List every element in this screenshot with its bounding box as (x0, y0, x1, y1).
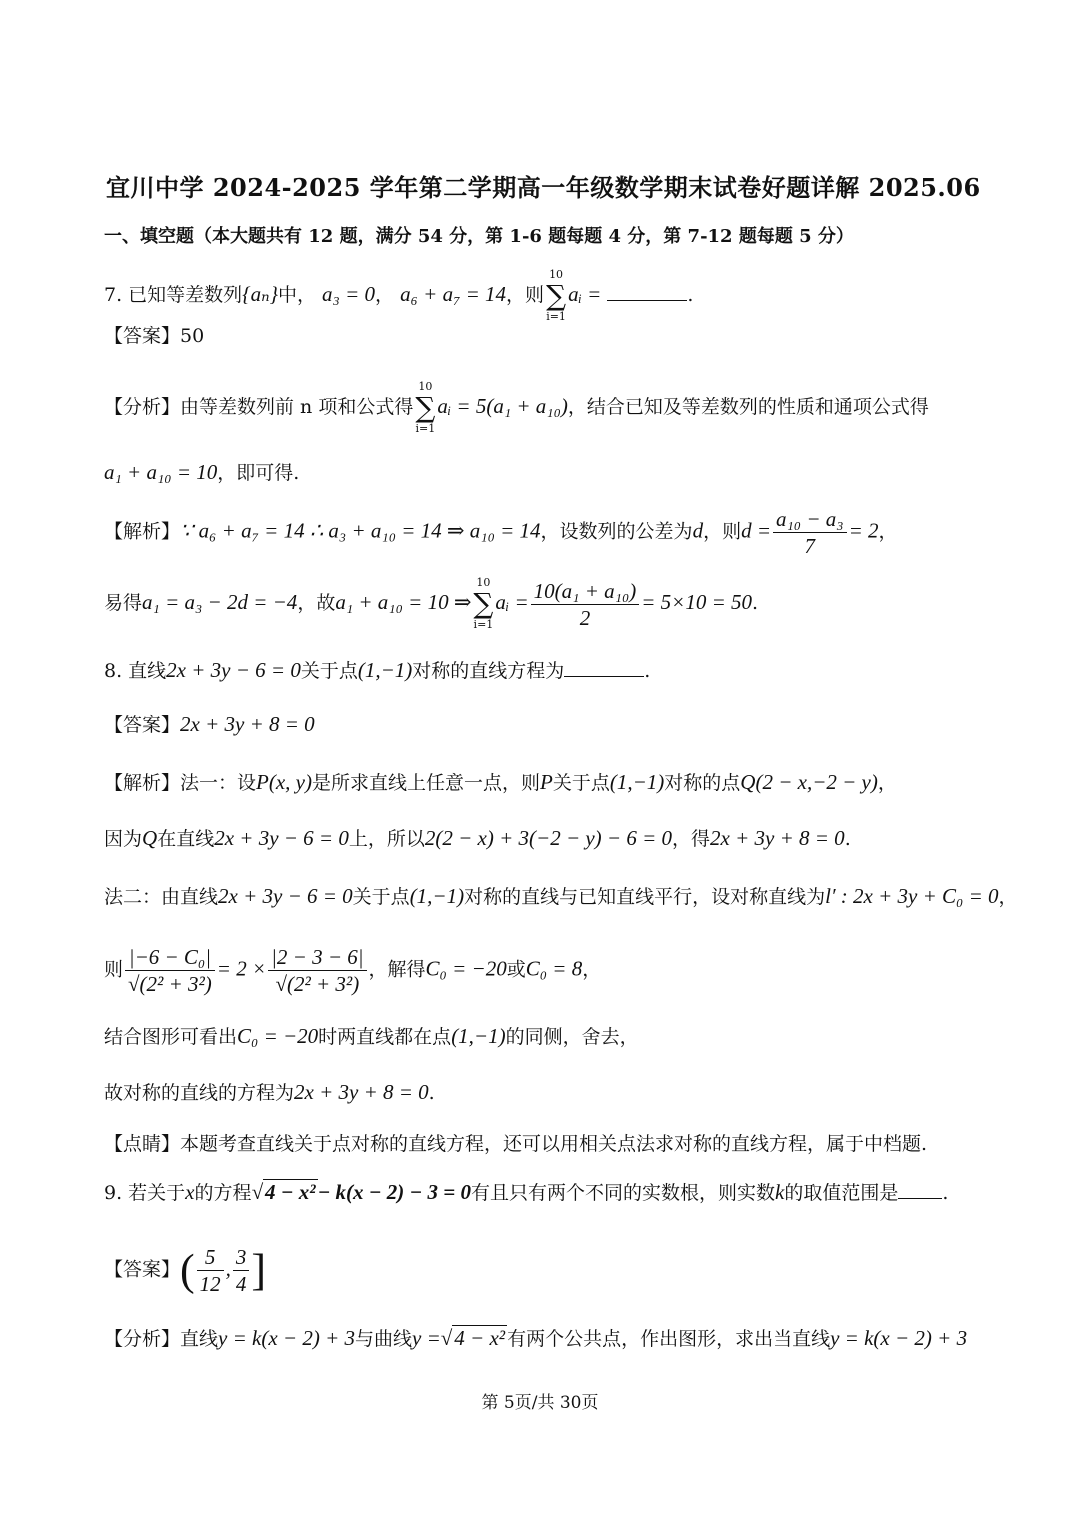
solution-8-line5: 结合图形可看出C₀ = −20时两直线都在点(1,−1)的同侧，舍去， (104, 1024, 639, 1048)
page-title: 宜川中学 2024-2025 学年第二学期高一年级数学期末试卷好题详解 2025.06 (106, 173, 981, 202)
sum-symbol: 10 ∑ i=1 (546, 268, 567, 323)
answer-blank (898, 1176, 942, 1199)
solution-7: 【解析】∵ a₆ + a₇ = 14 ∴ a₃ + a₁₀ = 14 ⇒ a₁₀ = 14，设数列的公差为d，则d = $\frac{\text{a₁₀ − a₃}}{7}$ = 2， (104, 507, 898, 558)
answer-7: 【答案】50 (104, 325, 205, 347)
analysis-7-cont: a₁ + a₁₀ = 10，即可得. (104, 460, 300, 484)
section-heading: 一、填空题（本大题共有 12 题，满分 54 分，第 1-6 题每题 4 分，第 7-12 题每题 5 分） (104, 226, 854, 247)
question-8: 8. 直线2x + 3y − 6 = 0关于点(1,−1)对称的直线方程为 . (104, 650, 650, 691)
solution-8-line2: 因为Q在直线2x + 3y − 6 = 0上，所以2(2 − x) + 3(−2 − y) − 6 = 0，得2x + 3y + 8 = 0. (104, 826, 851, 850)
solution-7-cont: 易得a₁ = a₃ − 2d = −4，故a₁ + a₁₀ = 10 ⇒ 10 ∑ i=1 aᵢ = $\frac{\text{10(a₁ + a₁₀)}}{2}$ = 5×10 = 50. (104, 576, 759, 631)
answer-blank (607, 278, 687, 301)
solution-8-line1: 【解析】法一：设P(x, y)是所求直线上任意一点，则P关于点(1,−1)对称的点Q(2 − x,−2 − y)， (104, 770, 897, 794)
solution-8-line3: 法二：由直线2x + 3y − 6 = 0关于点(1,−1)对称的直线与已知直线平行，设对称直线为l′ : 2x + 3y + C₀ = 0， (104, 884, 1018, 908)
question-7: 7. 已知等差数列{aₙ}中， a₃ = 0， a₆ + a₇ = 14，则 10 ∑ i=1 aᵢ = . (104, 268, 694, 323)
solution-8-line6: 故对称的直线的方程为2x + 3y + 8 = 0. (104, 1080, 435, 1104)
answer-blank (564, 654, 644, 677)
answer-9: 【答案】( $\frac{5}{12}$ , $\frac{3}{4}$ ] (104, 1245, 267, 1296)
answer-8: 【答案】2x + 3y + 8 = 0 (104, 712, 315, 736)
question-9: 9. 若关于x的方程√4 − x²− k(x − 2) − 3 = 0有且只有两个不同的实数根，则实数k的取值范围是 . (104, 1172, 948, 1213)
analysis-7: 【分析】由等差数列前 n 项和公式得 10 ∑ i=1 aᵢ = 5(a₁ + a₁₀)，结合已知及等差数列的性质和通项公式得 (104, 380, 929, 435)
analysis-9: 【分析】直线y = k(x − 2) + 3与曲线y =√4 − x² 有两个公共点，作出图形，求出当直线y = k(x − 2) + 3 (104, 1326, 968, 1350)
comment-8: 【点睛】本题考查直线关于点对称的直线方程，还可以用相关点法求对称的直线方程，属于中档题. (104, 1133, 928, 1155)
solution-8-line4: 则 $\frac{\text{|−6 − C₀|}}{\text{√(2² + 3²)}}$ = 2 × $\frac{|2 - 3 - 6|}{\text{√(2² + 3²)}}$ ，解得C₀ = −20或C₀ = 8， (104, 945, 602, 996)
sum-symbol: 10 ∑ i=1 (473, 576, 494, 631)
sum-symbol: 10 ∑ i=1 (415, 380, 436, 435)
page-footer: 第 5页/共 30页 (481, 1393, 599, 1413)
